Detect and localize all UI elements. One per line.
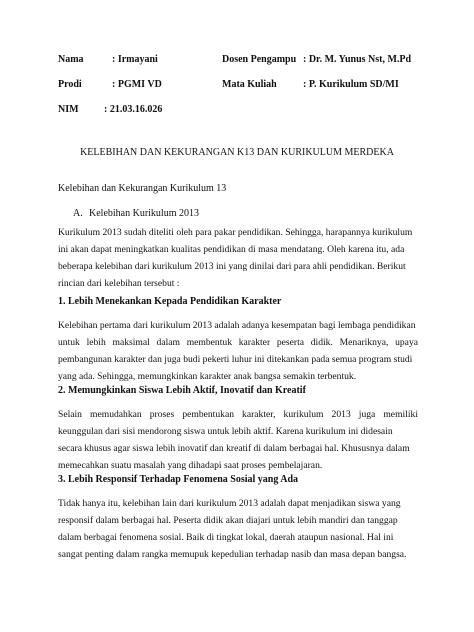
point-1-line: Kelebihan pertama dari kurikulum 2013 adalah adanya kesempatan bagi lembaga pendidikan	[58, 320, 416, 331]
intro-line: beberapa kelebihan dari kurikulum 2013 ini yang dinilai dari para ahli pendidikan. Berikut	[58, 261, 406, 272]
point-1-heading: 1. Lebih Menekankan Kepada Pendidikan Karakter	[58, 296, 282, 307]
point-3-line: sangat penting dalam rangka memupuk kepedulian terhadap nasib dan masa depan bangsa.	[58, 549, 407, 560]
point-3-line: dalam berbagai fenomena sosial. Baik di tingkat lokal, daerah ataupun nasional. Hal ini	[58, 532, 394, 543]
point-2-line: memecahkan suatu masalah yang dihadapi saat proses pembelajaran.	[58, 460, 323, 471]
sub-heading: Kelebihan Kurikulum 2013	[89, 208, 199, 219]
sub-heading-letter: A.	[73, 208, 83, 219]
nama-value: : Irmayani	[112, 54, 158, 65]
point-1-line: untuk lebih maksimal dalam membentuk karakter peserta didik. Menariknya, upaya	[58, 337, 418, 348]
point-2-heading: 2. Memungkinkan Siswa Lebih Aktif, Inovatif dan Kreatif	[58, 385, 306, 396]
mata-kuliah-value: : P. Kurikulum SD/MI	[303, 79, 399, 90]
nim-label: NIM	[58, 104, 79, 115]
point-2-line: Selain memudahkan proses pembentukan karakter, kurikulum 2013 juga memiliki	[58, 409, 418, 420]
intro-line: ini akan dapat meningkatkan kualitas pendidikan di masa mendatang. Oleh karena itu, ada	[58, 244, 405, 255]
nama-label: Nama	[58, 54, 84, 65]
point-1-line: yang ada. Sehingga, memungkinkan karakter anak bangsa semakin terbentuk.	[58, 371, 357, 382]
prodi-value: : PGMI VD	[112, 79, 162, 90]
nim-value: : 21.03.16.026	[104, 104, 163, 115]
mata-kuliah-label: Mata Kuliah	[222, 79, 277, 90]
point-2-line: keunggulan dari sisi mendorong siswa untuk lebih aktif. Karena kurikulum ini didesain	[58, 426, 393, 437]
point-3-heading: 3. Lebih Responsif Terhadap Fenomena Sosial yang Ada	[58, 474, 299, 485]
intro-line: Kurikulum 2013 sudah diteliti oleh para pakar pendidikan. Sehingga, harapannya kurikulum	[58, 227, 413, 238]
point-3-line: responsif dalam berbagai hal. Peserta didik akan diajari untuk lebih mandiri dan tanggap	[58, 515, 398, 526]
point-3-line: Tidak hanya itu, kelebihan lain dari kurikulum 2013 adalah dapat menjadikan siswa yang	[58, 498, 401, 509]
point-2-line: secara khusus agar siswa lebih inovatif dan kreatif di dalam berbagai hal. Khususnya dalam	[58, 443, 410, 454]
document-title: KELEBIHAN DAN KEKURANGAN K13 DAN KURIKULUM MERDEKA	[80, 147, 394, 158]
section-heading: Kelebihan dan Kekurangan Kurikulum 13	[58, 183, 227, 194]
intro-line: rincian dari kelebihan tersebut :	[58, 278, 180, 289]
point-1-line: pembangunan karakter dan juga budi pekerti luhur ini ditekankan pada semua program studi	[58, 354, 413, 365]
dosen-label: Dosen Pengampu	[222, 54, 297, 65]
dosen-value: : Dr. M. Yunus Nst, M.Pd	[303, 54, 412, 65]
prodi-label: Prodi	[58, 79, 82, 90]
